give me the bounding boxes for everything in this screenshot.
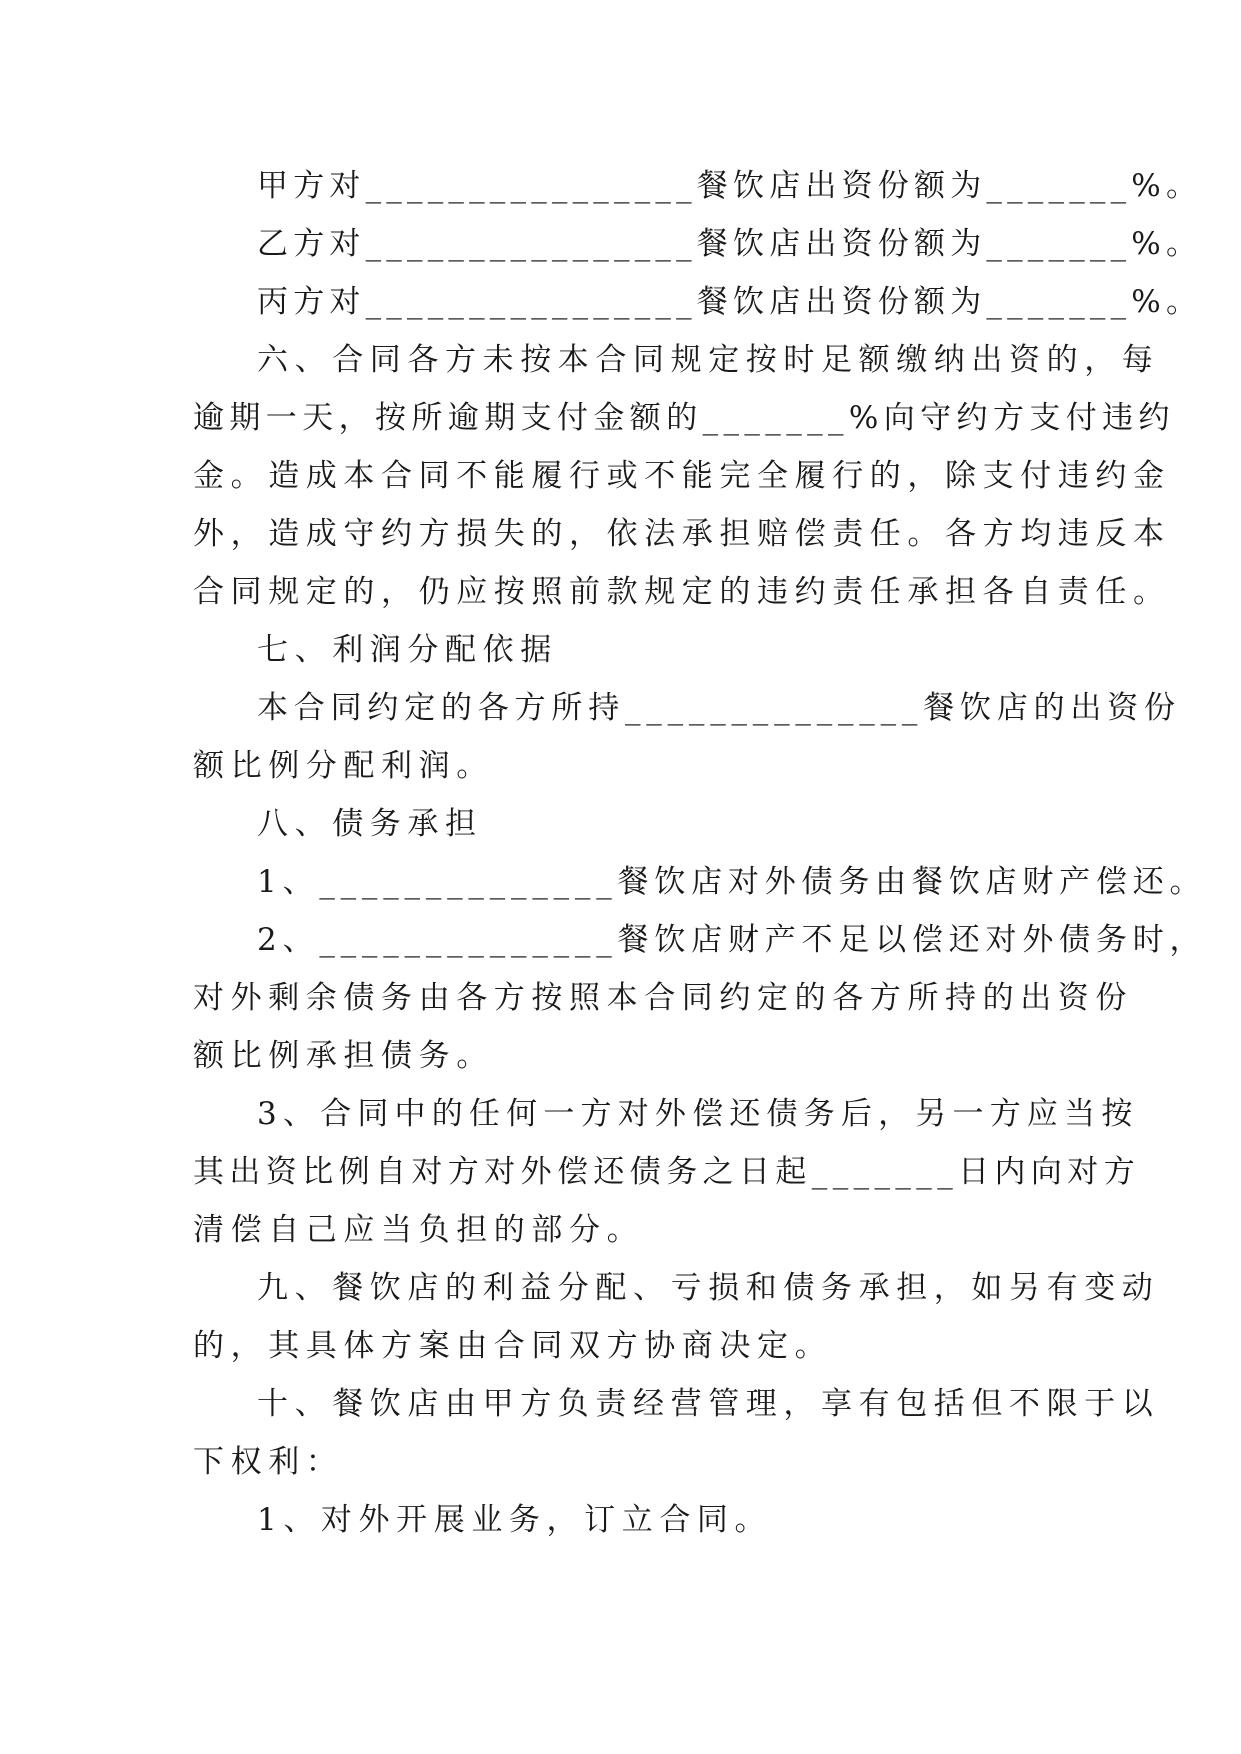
text-line: 的，其具体方案由合同双方协商决定。: [193, 1328, 833, 1364]
text-line: 对外剩余债务由各方按照本合同约定的各方所持的出资份: [193, 980, 1133, 1016]
text-line: 乙方对________________餐饮店出资份额为_______%。: [257, 226, 1203, 262]
section-heading: 七、利润分配依据: [257, 632, 558, 668]
text-line: 1、对外开展业务，订立合同。: [257, 1502, 773, 1538]
text-line: 额比例承担债务。: [193, 1038, 494, 1074]
text-line: 合同规定的，仍应按照前款规定的违约责任承担各自责任。: [193, 574, 1171, 610]
section-heading: 八、债务承担: [257, 806, 483, 842]
text-line: 金。造成本合同不能履行或不能完全履行的，除支付违约金: [193, 458, 1171, 494]
text-line: 外，造成守约方损失的，依法承担赔偿责任。各方均违反本: [193, 516, 1171, 552]
text-line: 下权利：: [193, 1444, 344, 1480]
text-line: 3、合同中的任何一方对外偿还债务后，另一方应当按: [257, 1096, 1139, 1132]
text-line: 九、餐饮店的利益分配、亏损和债务承担，如另有变动: [257, 1270, 1160, 1306]
text-line: 2、______________餐饮店财产不足以偿还对外债务时，: [257, 922, 1207, 958]
text-line: 甲方对________________餐饮店出资份额为_______%。: [257, 168, 1203, 204]
text-line: 额比例分配利润。: [193, 748, 494, 784]
text-line: 清偿自己应当负担的部分。: [193, 1212, 645, 1248]
text-line: 1、______________餐饮店对外债务由餐饮店财产偿还。: [257, 864, 1207, 900]
text-line: 逾期一天，按所逾期支付金额的_______%向守约方支付违约: [193, 400, 1175, 436]
text-line: 本合同约定的各方所持______________餐饮店的出资份: [257, 690, 1181, 726]
text-line: 其出资比例自对方对外偿还债务之日起_______日内向对方: [193, 1154, 1141, 1190]
text-line: 十、餐饮店由甲方负责经营管理，享有包括但不限于以: [257, 1386, 1160, 1422]
text-line: 丙方对________________餐饮店出资份额为_______%。: [257, 284, 1203, 320]
text-line: 六、合同各方未按本合同规定按时足额缴纳出资的，每: [257, 342, 1160, 378]
